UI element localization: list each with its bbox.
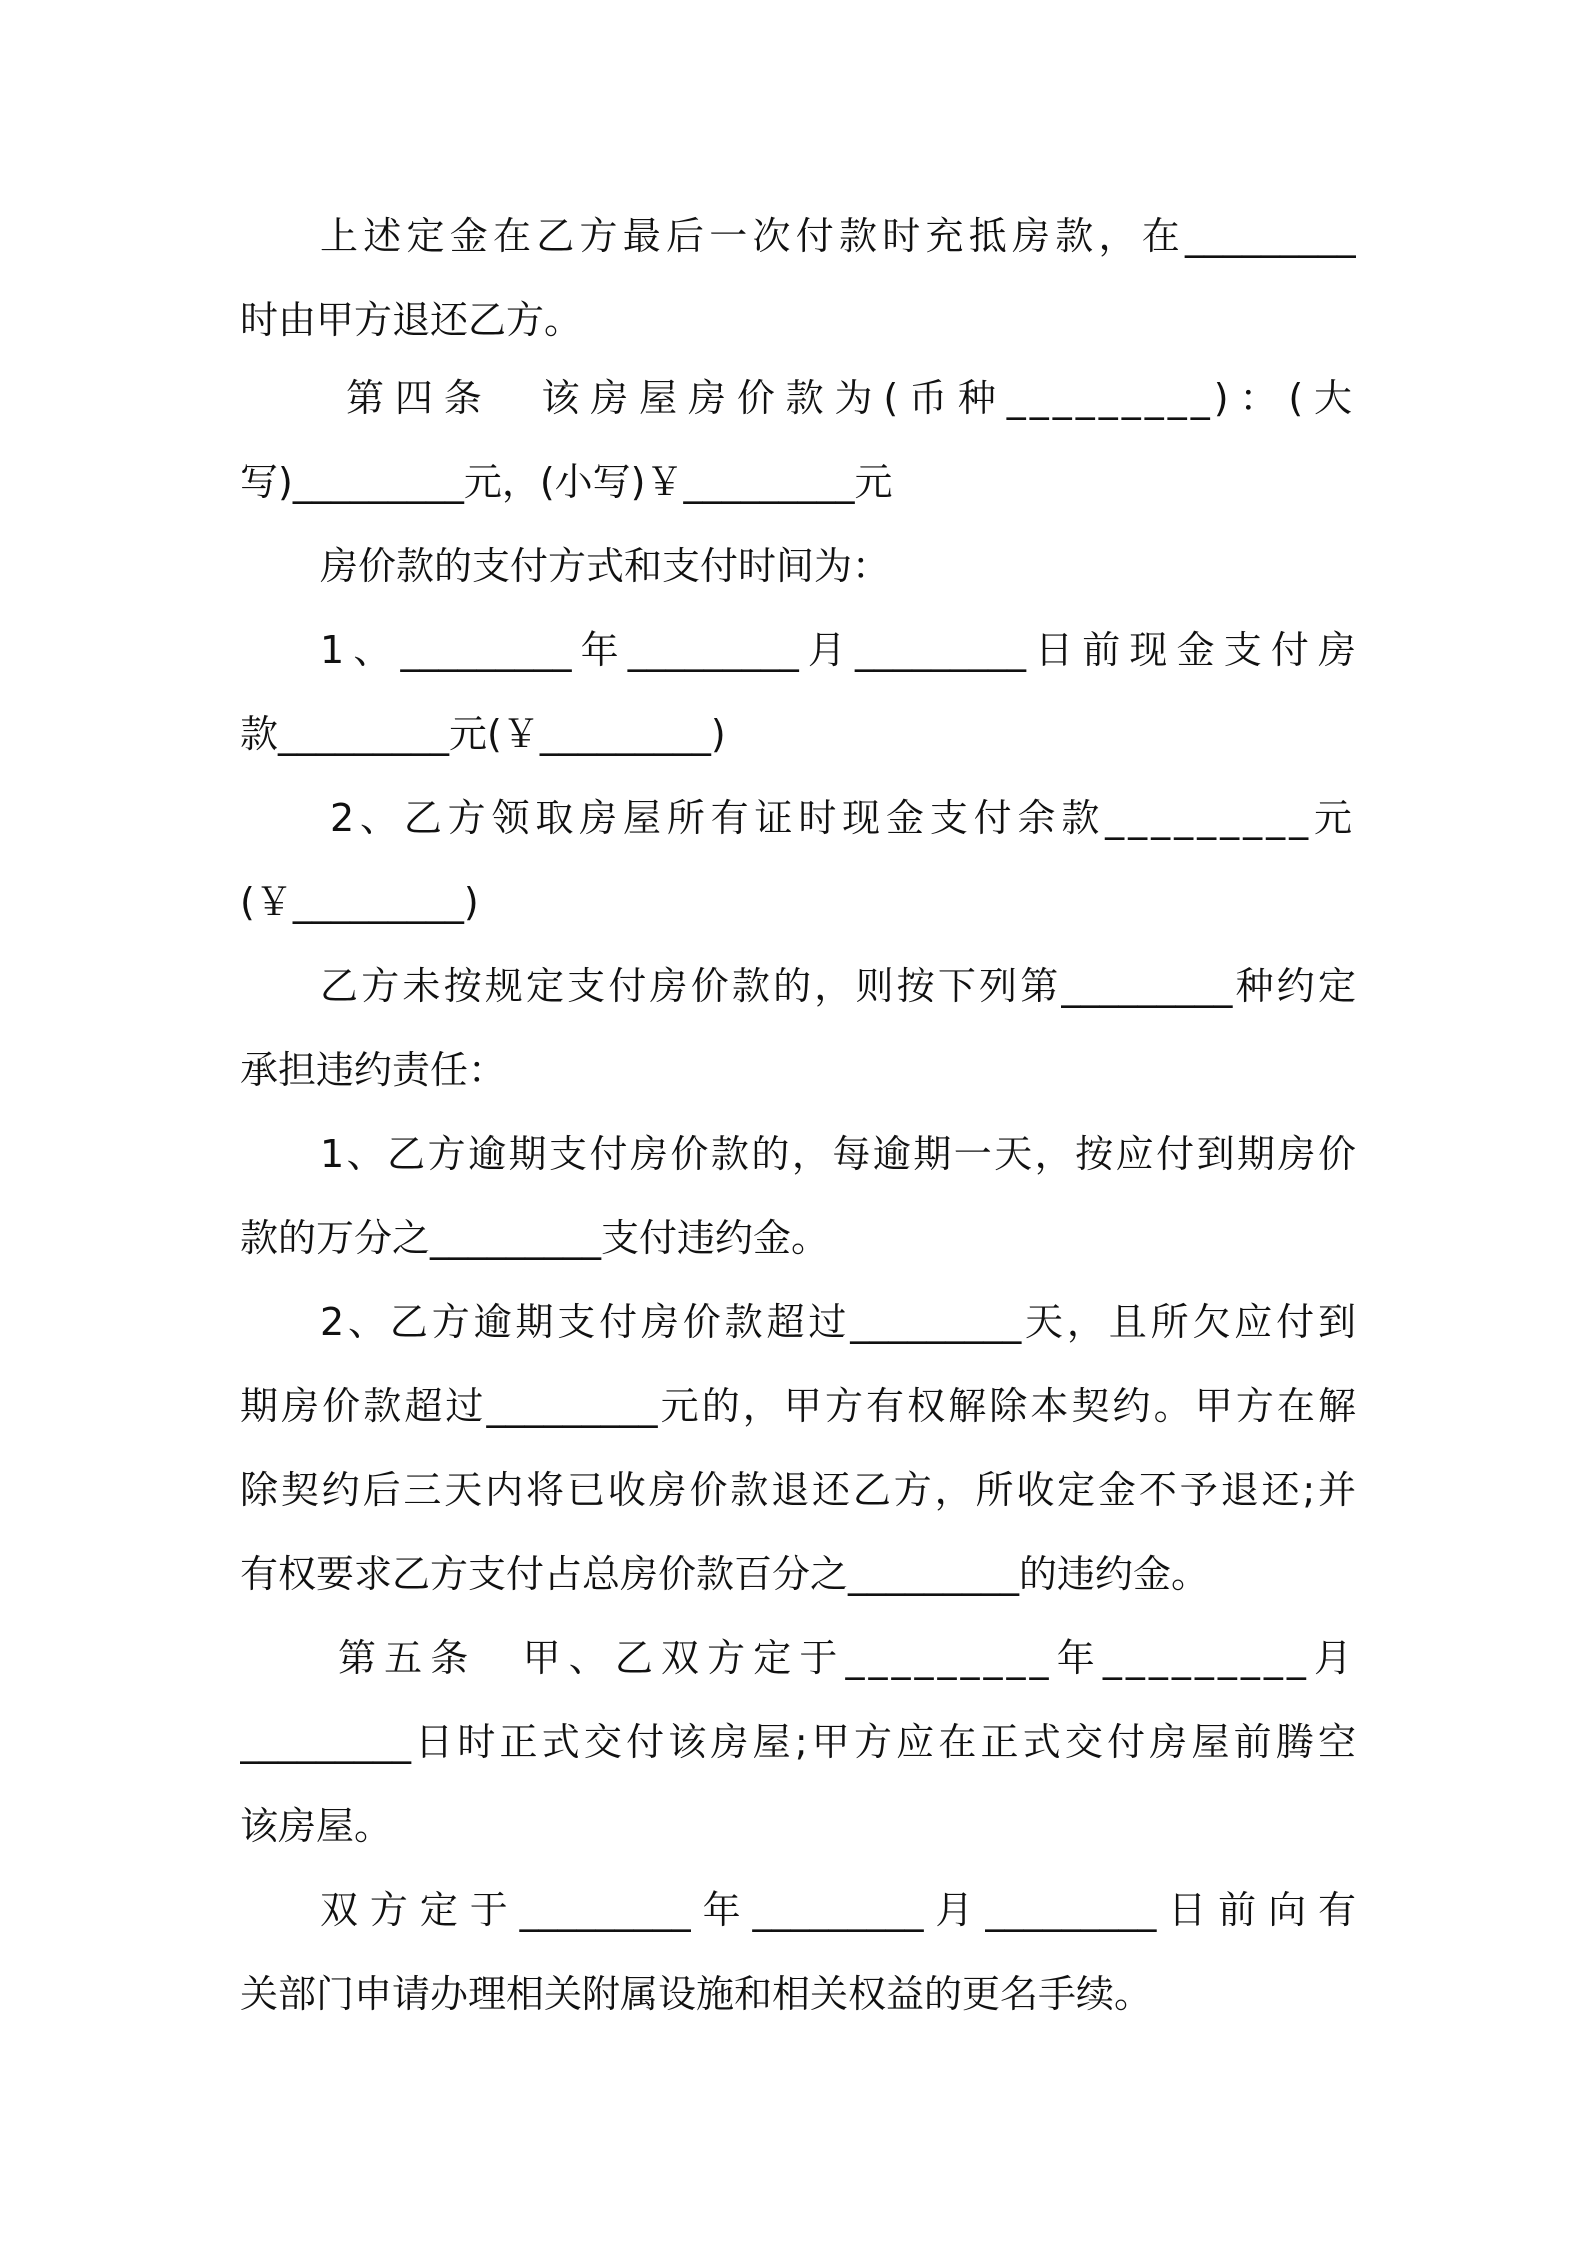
paragraph-line: 期房价款超过_________元的，甲方有权解除本契约。甲方在解 xyxy=(240,1384,1356,1428)
paragraph-line: 上述定金在乙方最后一次付款时充抵房款，在_________ xyxy=(320,214,1356,258)
paragraph-line: 1、_________年_________月_________日前现金支付房 xyxy=(320,628,1356,672)
paragraph-line: 双方定于_________年_________月_________日前向有 xyxy=(320,1888,1356,1932)
paragraph-line: 有权要求乙方支付占总房价款百分之_________的违约金。 xyxy=(240,1552,1210,1596)
paragraph-line: 该房屋。 xyxy=(240,1804,393,1848)
paragraph-line: 承担违约责任： xyxy=(240,1048,507,1092)
article-5-heading-line: 第五条 甲、乙双方定于_________年_________月 xyxy=(338,1636,1356,1680)
paragraph-line: 2、乙方领取房屋所有证时现金支付余款_________元 xyxy=(330,796,1356,840)
article-4-heading-line: 第四条 该房屋房价款为(币种_________)：(大 xyxy=(346,376,1356,420)
paragraph-line: 乙方未按规定支付房价款的，则按下列第_________种约定 xyxy=(320,964,1356,1008)
paragraph-line: 写)_________元，(小写)￥_________元 xyxy=(240,460,893,504)
paragraph-line: 2、乙方逾期支付房价款超过_________天，且所欠应付到 xyxy=(320,1300,1356,1344)
paragraph-line: 关部门申请办理相关附属设施和相关权益的更名手续。 xyxy=(240,1972,1153,2016)
paragraph-line: 款_________元(￥_________) xyxy=(240,712,726,756)
paragraph-line: 款的万分之_________支付违约金。 xyxy=(240,1216,830,1260)
paragraph-line: 除契约后三天内将已收房价款退还乙方，所收定金不予退还;并 xyxy=(240,1468,1356,1512)
paragraph-line: _________日时正式交付该房屋;甲方应在正式交付房屋前腾空 xyxy=(240,1720,1356,1764)
paragraph-line: 1、乙方逾期支付房价款的，每逾期一天，按应付到期房价 xyxy=(320,1132,1356,1176)
paragraph-line: 房价款的支付方式和支付时间为： xyxy=(320,544,891,588)
paragraph-line: (￥_________) xyxy=(240,880,479,924)
paragraph-line: 时由甲方退还乙方。 xyxy=(240,298,583,342)
